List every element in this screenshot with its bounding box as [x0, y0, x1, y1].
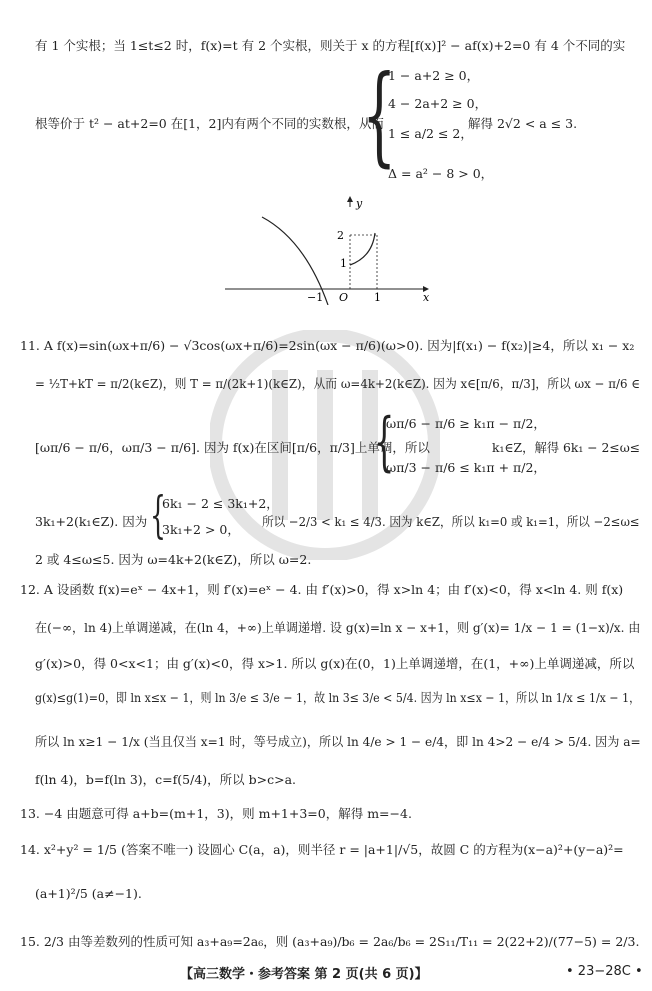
q11-line-4-pre: 3k₁+2(k₁∈Z). 因为	[35, 514, 148, 529]
intro-system-row-2: 4 − 2a+2 ≥ 0，	[388, 96, 488, 111]
system-brace: {	[362, 53, 397, 178]
q12-line-3: g′(x)>0，得 0<x<1；由 g′(x)<0，得 x>1. 所以 g(x)在(0，1)上单调递增，在(1，+∞)上单调递减，所以	[35, 656, 635, 671]
q11-brace-1: {	[374, 405, 395, 479]
q12-line-6: f(ln 4)，b=f(ln 3)，c=f(5/4)，所以 b>c>a.	[35, 772, 297, 787]
footer-title: 【高三数学・参考答案 第 2 页(共 6 页)】	[180, 967, 428, 982]
x-axis-label: x	[423, 291, 430, 304]
q12-line-4: g(x)≤g(1)=0，即 ln x≤x − 1，则 ln 3/e ≤ 3/e − 1，故 ln 3≤ 3/e < 5/4. 因为 ln x≤x − 1，所以 ln 1/x ≤ 1/x − 1，	[35, 690, 641, 705]
q11-line-3-pre: [ωπ/6 − π/6，ωπ/3 − π/6]. 因为 f(x)在区间[π/6，π/3]上单调，所以	[35, 440, 430, 455]
q11-line-5: 2 或 4≤ω≤5. 因为 ω=4k+2(k∈Z)，所以 ω=2.	[35, 552, 312, 567]
tick-origin: O	[339, 291, 349, 304]
intro-line-2-pre: 根等价于 t² − at+2=0 在[1，2]内有两个不同的实数根，从而	[35, 116, 384, 131]
intro-line-2-post: 解得 2√2 < a ≤ 3.	[468, 116, 578, 131]
curve-right	[350, 233, 375, 265]
q11-line-2: = ½T+kT = π/2(k∈Z)，则 T = π/(2k+1)(k∈Z)，从而 ω=4k+2(k∈Z). 因为 x∈[π/6，π/3]，所以 ωx − π/6 ∈	[35, 376, 640, 391]
q13-line-1: 13. −4 由题意可得 a+b=(m+1，3)，则 m+1+3=0，解得 m=−4.	[20, 806, 412, 821]
q11-brace-2: {	[150, 486, 166, 544]
tick-neg-one: −1	[307, 291, 324, 304]
intro-system-row-1: 1 − a+2 ≥ 0，	[388, 68, 480, 83]
q11-line-4-post: 所以 −2/3 < k₁ ≤ 4/3. 因为 k∈Z，所以 k₁=0 或 k₁=1，所以 −2≤ω≤	[262, 514, 640, 529]
q11-line-3-post: k₁∈Z，解得 6k₁ − 2≤ω≤	[492, 440, 641, 455]
function-graph	[220, 195, 435, 305]
footer-code: • 23−28C •	[566, 964, 643, 979]
tick-y-one: 1	[340, 257, 347, 270]
tick-one: 1	[374, 291, 381, 304]
intro-system-row-3: 1 ≤ a/2 ≤ 2，	[388, 126, 473, 141]
q12-line-5: 所以 ln x≥1 − 1/x (当且仅当 x=1 时，等号成立)，所以 ln 4/e > 1 − e/4，即 ln 4>2 − e/4 > 5/4. 因为 a=	[35, 734, 641, 749]
q11-system2-row-1: 6k₁ − 2 ≤ 3k₁+2，	[162, 496, 279, 511]
q15-line-1: 15. 2/3 由等差数列的性质可知 a₃+a₉=2a₆，则 (a₃+a₉)/b₆ = 2a₆/b₆ = 2S₁₁/T₁₁ = 2(22+2)/(77−5) = 2/3.	[20, 934, 640, 949]
intro-system-row-4: Δ = a² − 8 > 0，	[388, 166, 494, 181]
q12-line-1: 12. A 设函数 f(x)=eˣ − 4x+1，则 f′(x)=eˣ − 4. 由 f′(x)>0，得 x>ln 4；由 f′(x)<0，得 x<ln 4. 则 f(x)	[20, 582, 624, 597]
intro-line-1: 有 1 个实根；当 1≤t≤2 时，f(x)=t 有 2 个实根，则关于 x 的方程[f(x)]² − af(x)+2=0 有 4 个不同的实	[35, 38, 626, 53]
y-axis-label: y	[356, 197, 363, 210]
q14-line-1: 14. x²+y² = 1/5 (答案不唯一) 设圆心 C(a，a)，则半径 r = |a+1|/√5，故圆 C 的方程为(x−a)²+(y−a)²=	[20, 842, 624, 857]
q11-line-1: 11. A f(x)=sin(ωx+π/6) − √3cos(ωx+π/6)=2sin(ωx − π/6)(ω>0). 因为|f(x₁) − f(x₂)|≥4，所以 x₁ − x₂	[20, 338, 635, 353]
q11-system-row-1: ωπ/6 − π/6 ≥ k₁π − π/2，	[386, 416, 546, 431]
q14-line-2: (a+1)²/5 (a≠−1).	[35, 886, 142, 901]
q11-system-row-2: ωπ/3 − π/6 ≤ k₁π + π/2，	[386, 460, 546, 475]
q11-system2-row-2: 3k₁+2 > 0，	[162, 522, 240, 537]
q12-line-2: 在(−∞，ln 4)上单调递减，在(ln 4，+∞)上单调递增. 设 g(x)=ln x − x+1，则 g′(x)= 1/x − 1 = (1−x)/x. 由	[35, 620, 641, 635]
tick-y-two: 2	[337, 229, 344, 242]
